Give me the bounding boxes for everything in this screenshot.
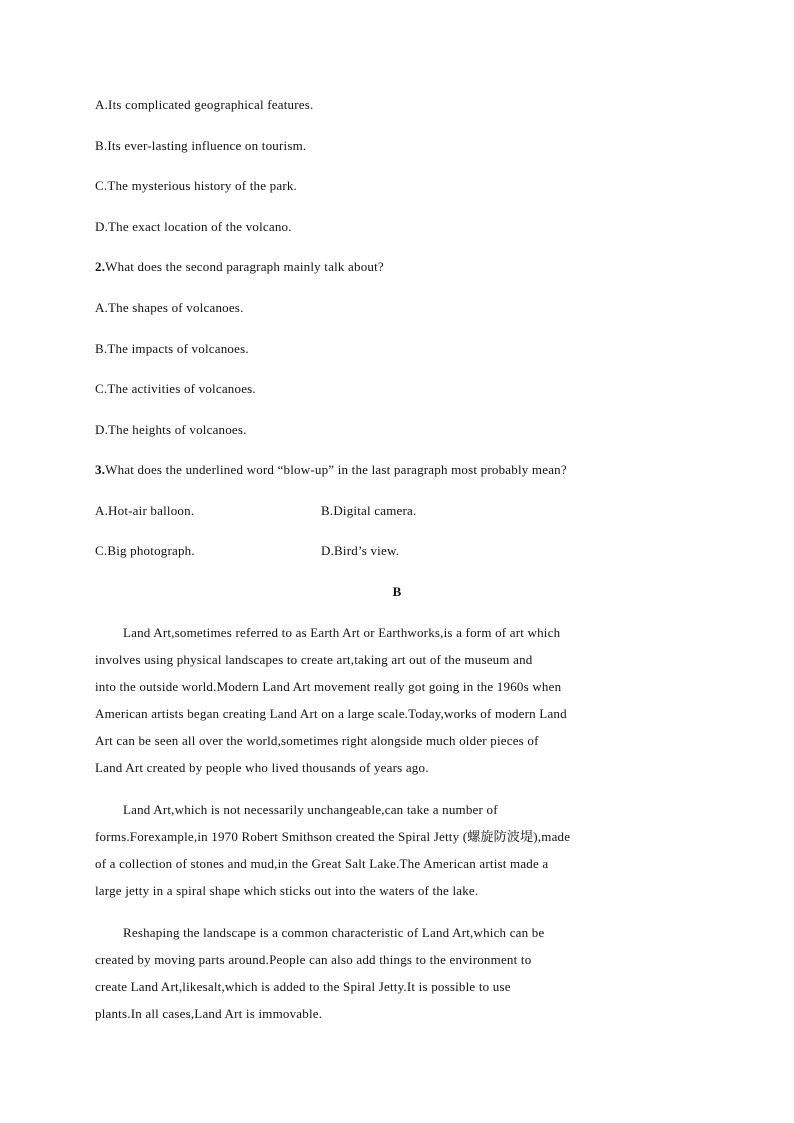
paragraph-line: into the outside world.Modern Land Art movement really got going in the 1960s when [95,679,562,694]
passage-paragraph-2 [95,796,695,904]
paragraph-line: involves using physical landscapes to create art,taking art out of the museum and [95,652,533,667]
paragraph-line: Land Art created by people who lived thousands of years ago. [95,760,429,775]
q3-option-a: A.Hot-air balloon. [95,503,195,518]
q1-option-b: B.Its ever-lasting influence on tourism. [95,138,307,153]
q1-option-a: A.Its complicated geographical features. [95,97,314,112]
q1-option-c: C.The mysterious history of the park. [95,178,298,193]
q2-stem-text: What does the second paragraph mainly talk about? [105,259,384,274]
q3-option-d: D.Bird’s view. [321,543,400,558]
paragraph-line: forms.Forexample,in 1970 Robert Smithson created the Spiral Jetty (螺旋防波堤),made [95,829,571,844]
paragraph-line: Land Art,sometimes referred to as Earth Art or Earthworks,is a form of art which [123,625,561,640]
paragraph-line: Land Art,which is not necessarily unchangeable,can take a number of [123,802,498,817]
paragraph-line: create Land Art,likesalt,which is added to the Spiral Jetty.It is possible to use [95,979,511,994]
q2-stem [95,259,384,275]
section-heading: B [392,584,402,599]
q2-number: 2. [95,259,106,274]
paragraph-line: Reshaping the landscape is a common characteristic of Land Art,which can be [123,925,545,940]
q1-option-d: D.The exact location of the volcano. [95,219,292,234]
q3-number: 3. [95,462,106,477]
q2-option-b: B.The impacts of volcanoes. [95,341,249,356]
q2-option-d: D.The heights of volcanoes. [95,422,247,437]
passage-paragraph-3 [95,919,695,1027]
q3-option-c: C.Big photograph. [95,543,195,558]
paragraph-line: plants.In all cases,Land Art is immovable. [95,1006,323,1021]
paragraph-line: created by moving parts around.People can also add things to the environment to [95,952,532,967]
paragraph-line: large jetty in a spiral shape which sticks out into the waters of the lake. [95,883,479,898]
q3-stem [95,462,567,478]
paragraph-line: of a collection of stones and mud,in the Great Salt Lake.The American artist made a [95,856,549,871]
paragraph-line: American artists began creating Land Art on a large scale.Today,works of modern Land [95,706,567,721]
q3-stem-text: What does the underlined word “blow-up” in the last paragraph most probably mean? [105,462,567,477]
paragraph-line: Art can be seen all over the world,sometimes right alongside much older pieces of [95,733,539,748]
passage-paragraph-1 [95,619,695,781]
q2-option-a: A.The shapes of volcanoes. [95,300,244,315]
q2-option-c: C.The activities of volcanoes. [95,381,256,396]
q3-option-b: B.Digital camera. [321,503,417,518]
